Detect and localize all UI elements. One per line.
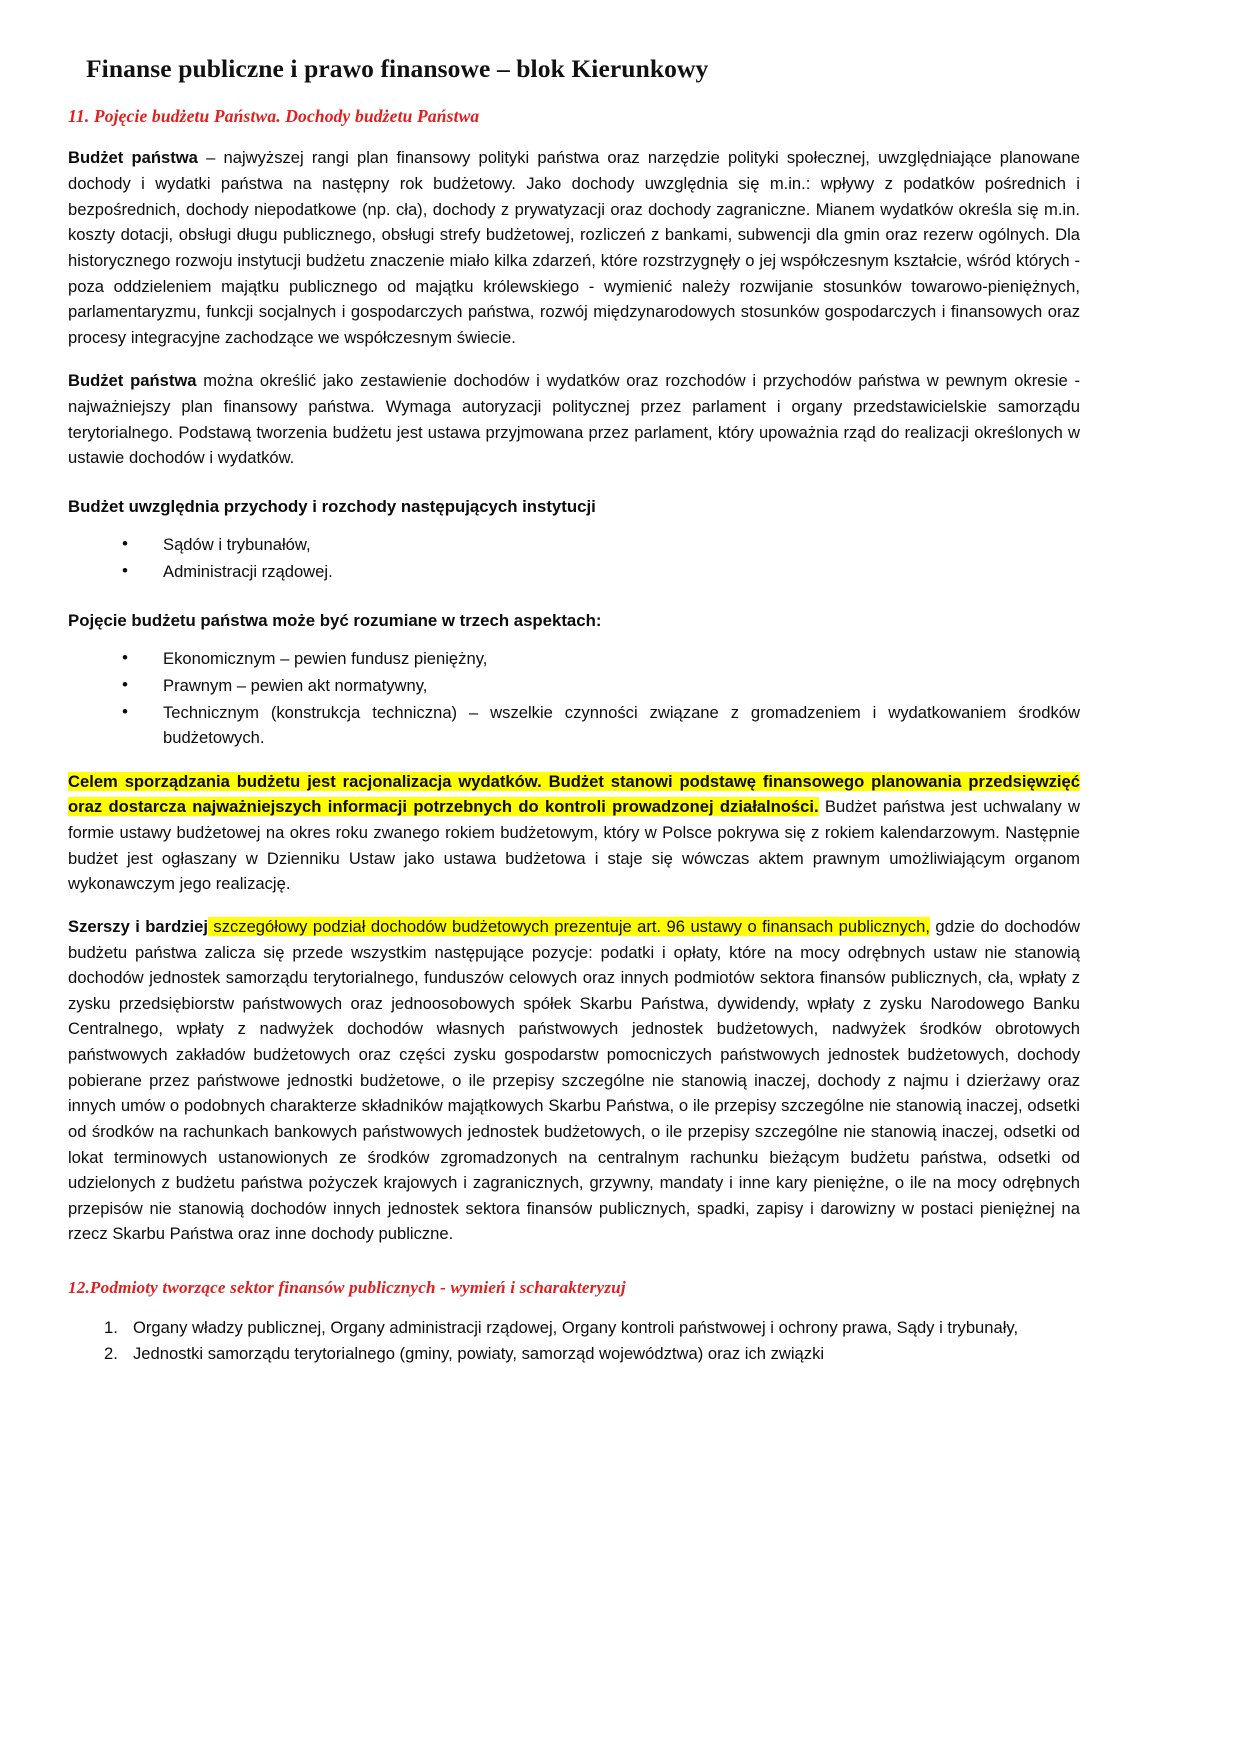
subheading-aspects: Pojęcie budżetu państwa może być rozumiane w trzech aspektach: bbox=[68, 610, 602, 630]
paragraph-budzet-panstwa-description bbox=[68, 368, 1080, 471]
highlighted-text-article-96: szczegółowy podział dochodów budżetowych prezentuje art. 96 ustawy o finansach publicznych, bbox=[207, 916, 930, 936]
list-institutions bbox=[68, 532, 1080, 584]
paragraph-1-lead-term: Budżet państwa bbox=[68, 148, 198, 168]
paragraph-4-body: gdzie do dochodów budżetu państwa zalicza się przede wszystkim następujące pozycje: podatki i opłaty, które na mocy odrębnych ustaw nie stanowią dochodów jednostek samorządu terytorialnego, funduszów celowych oraz innych podmiotów sektora finansów publicznych, cła, wpłaty z zysku przedsiębiorstw państwowych oraz jednoosobowych spółek Skarbu Państwa, dywidendy, wpłaty z zysku Narodowego Banku Centralnego, wpłaty z nadwyżek dochodów własnych państwowych jednostek budżetowych, nadwyżek środków obrotowych państwowych zakładów budżetowych oraz części zysku gospodarstw pomocniczych państwowych jednostek budżetowych, dochody pobierane przez państwowe jednostki budżetowe, o ile przepisy szczególne nie stanowią inaczej, dochody z najmu i dzierżawy oraz innych umów o podobnych charakterze składników majątkowych Skarbu Państwa, o ile przepisy szczególne nie stanowią inaczej, odsetki od środków na rachunkach bankowych państwowych jednostek budżetowych, o ile przepisy szczególne nie stanowią inaczej, odsetki od lokat terminowych ustanowionych ze środków zgromadzonych na centralnym rachunku bieżącym budżetu państwa, odsetki od udzielonych z budżetu państwa pożyczek krajowych i zagranicznych, grzywny, mandaty i inne kary pieniężne, o ile na mocy odrębnych przepisów nie stanowią dochodów innych jednostek sektora finansów publicznych, spadki, zapisy i darowizny w postaci pieniężnej na rzecz Skarbu Państwa oraz inne dochody publiczne. bbox=[68, 916, 1080, 1244]
subheading-institutions: Budżet uwzględnia przychody i rozchody następujących instytucji bbox=[68, 496, 596, 516]
list-public-finance-entities bbox=[68, 1315, 1080, 1367]
paragraph-2-lead-term: Budżet państwa bbox=[68, 371, 197, 391]
paragraph-4-lead-term: Szerszy i bardziej bbox=[68, 916, 208, 936]
paragraph-budzet-panstwa-definition bbox=[68, 145, 1080, 350]
section-heading-11: 11. Pojęcie budżetu Państwa. Dochody budżetu Państwa bbox=[68, 105, 480, 126]
paragraph-2-body: można określić jako zestawienie dochodów i wydatków oraz rozchodów i przychodów państwa w pewnym okresie - najważniejszy plan finansowy państwa. Wymaga autoryzacji politycznej przez parlament i organy przedstawicielskie samorządu terytorialnego. Podstawą tworzenia budżetu jest ustawa przyjmowana przez parlament, który upoważnia rząd do realizacji określonych w ustawie dochodów i wydatków. bbox=[68, 371, 1080, 468]
page-title: Finanse publiczne i prawo finansowe – blok Kierunkowy bbox=[86, 54, 709, 83]
list-item: • Sądów i trybunałów, bbox=[108, 532, 1080, 558]
list-item: • Administracji rządowej. bbox=[108, 559, 1080, 585]
list-item: Organy władzy publicznej, Organy administracji rządowej, Organy kontroli państwowej i ochrony prawa, Sądy i trybunały, bbox=[133, 1317, 1019, 1337]
list-item: • Ekonomicznym – pewien fundusz pieniężny, bbox=[108, 646, 1080, 672]
section-heading-12: 12.Podmioty tworzące sektor finansów publicznych - wymień i scharakteryzuj bbox=[68, 1278, 626, 1297]
highlighted-text-rationalization: Celem sporządzania budżetu jest racjonalizacja wydatków. Budżet stanowi podstawę finansowego planowania przedsięwzięć oraz dostarcza najważniejszych informacji potrzebnych do kontroli prowadzonej działalności. bbox=[68, 771, 1080, 817]
list-item: • Prawnym – pewien akt normatywny, bbox=[108, 673, 1080, 699]
paragraph-revenue-breakdown bbox=[68, 914, 1080, 1247]
list-item: Jednostki samorządu terytorialnego (gminy, powiaty, samorząd województwa) oraz ich związki bbox=[133, 1344, 825, 1364]
list-item: • Technicznym (konstrukcja techniczna) – wszelkie czynności związane z gromadzeniem i wydatkowaniem środków budżetowych. bbox=[108, 700, 1080, 751]
paragraph-budget-rationalization bbox=[68, 769, 1080, 897]
list-aspects bbox=[68, 646, 1080, 751]
paragraph-3-body: Budżet państwa jest uchwalany w formie ustawy budżetowej na okres roku zwanego rokiem budżetowym, który w Polsce pokrywa się z rokiem kalendarzowym. Następnie budżet jest ogłaszany w Dzienniku Ustaw jako ustawa budżetowa i staje się wówczas aktem prawnym umożliwiającym organom wykonawczym jego realizację. bbox=[68, 797, 1080, 894]
paragraph-1-body: – najwyższej rangi plan finansowy polityki państwa oraz narzędzie polityki społecznej, uwzględniające planowane dochody i wydatki państwa na następny rok budżetowy. Jako dochody uwzględnia się m.in.: wpływy z podatków pośrednich i bezpośrednich, dochody niepodatkowe (np. cła), dochody z prywatyzacji oraz dochody zagraniczne. Mianem wydatków określa się m.in. koszty dotacji, obsługi długu publicznego, obsługi strefy budżetowej, rozliczeń z bankami, subwencji dla gmin oraz rezerw ogólnych. Dla historycznego rozwoju instytucji budżetu znaczenie miało kilka zdarzeń, które rozstrzygnęły o jej współczesnym kształcie, wśród których - poza oddzieleniem majątku publicznego od majątku królewskiego - wymienić należy rozwijanie stosunków towarowo-pieniężnych, parlamentaryzmu, funkcji socjalnych i gospodarczych państwa, rozwój międzynarodowych stosunków gospodarczych i finansowych oraz procesy integracyjne zachodzące we współczesnym świecie. bbox=[68, 148, 1080, 347]
